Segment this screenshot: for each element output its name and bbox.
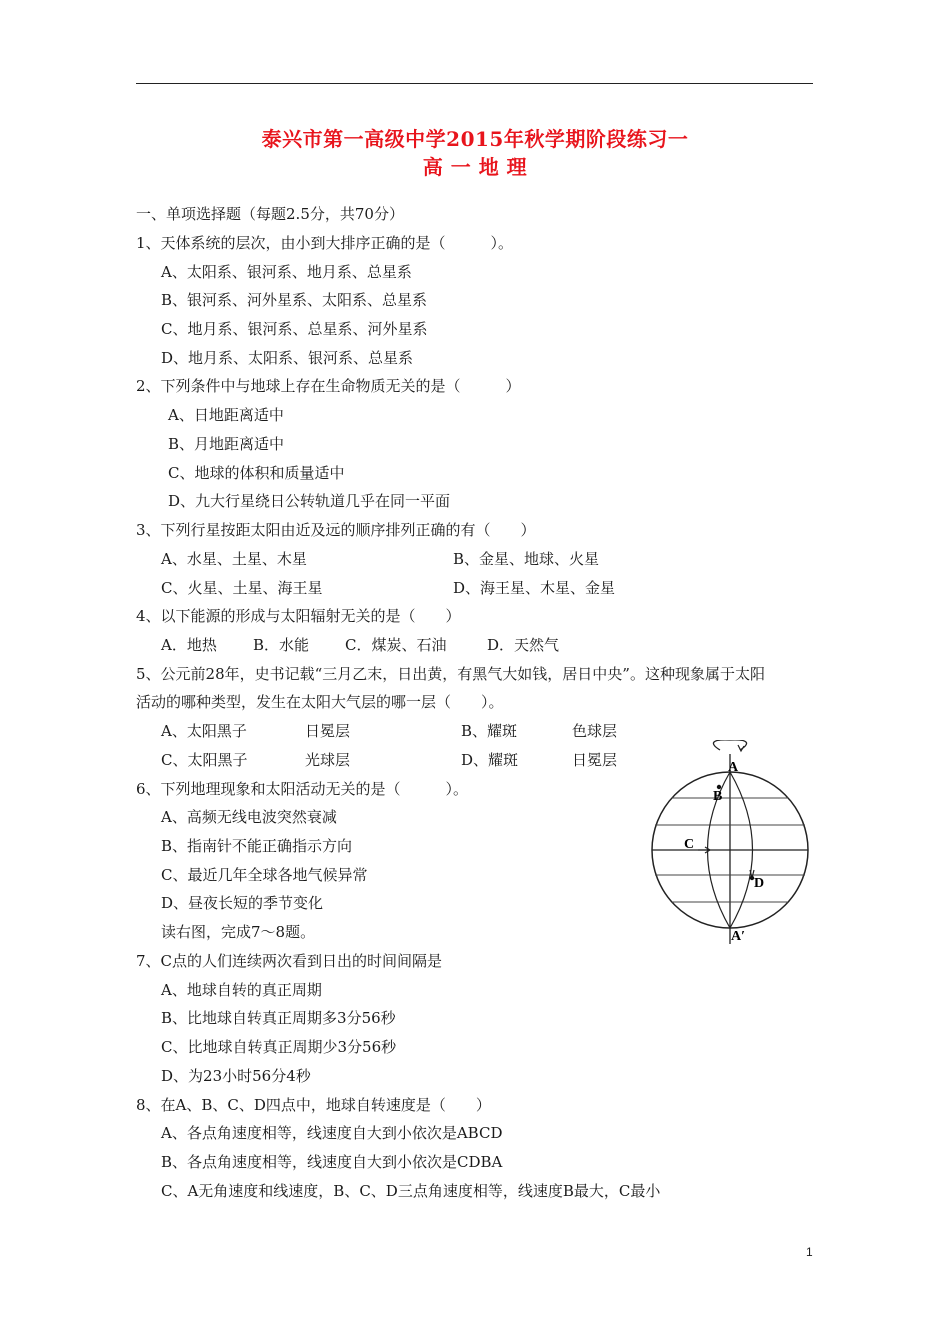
question-4-option-c: C．煤炭、石油 [345, 636, 447, 654]
question-7-option-c: C、比地球自转真正周期少3分56秒 [161, 1038, 397, 1056]
label-a: A [728, 760, 739, 775]
question-1-option-c: C、地月系、银河系、总星系、河外星系 [161, 320, 428, 338]
section-heading: 一、单项选择题（每题2.5分，共70分） [136, 205, 404, 223]
question-6-option-c: C、最近几年全球各地气候异常 [161, 866, 368, 884]
page-number: 1 [806, 1245, 813, 1259]
question-2-stem: 2、下列条件中与地球上存在生命物质无关的是（ ） [136, 377, 521, 395]
label-d: D [754, 876, 765, 891]
question-5-option-b: B、耀斑 [461, 722, 518, 740]
question-2-option-b: B、月地距离适中 [168, 435, 285, 453]
question-8-option-a: A、各点角速度相等，线速度自大到小依次是ABCD [161, 1124, 503, 1142]
question-2-option-d: D、九大行星绕日公转轨道几乎在同一平面 [168, 492, 451, 510]
question-1-option-d: D、地月系、太阳系、银河系、总星系 [161, 349, 414, 367]
rotation-arrow-icon [713, 740, 746, 750]
label-a-prime: A′ [731, 929, 746, 944]
question-5-stem-line-1: 5、公元前28年，史书记载“三月乙末，日出黄，有黑气大如钱，居日中央”。这种现象属于太阳 [136, 665, 765, 683]
question-1-option-b: B、银河系、河外星系、太阳系、总星系 [161, 291, 428, 309]
question-7-option-b: B、比地球自转真正周期多3分56秒 [161, 1009, 396, 1027]
label-b: B [713, 789, 723, 804]
question-3-option-a: A、水星、土星、木星 [161, 550, 307, 568]
question-5-option-c: C、太阳黑子 [161, 751, 248, 769]
question-5-option-a-layer: 日冕层 [305, 722, 351, 740]
header-rule [136, 83, 813, 84]
question-4-option-b: B．水能 [253, 636, 310, 654]
question-5-option-d-layer: 日冕层 [572, 751, 618, 769]
question-3-option-c: C、火星、土星、海王星 [161, 579, 323, 597]
figure-instruction: 读右图，完成7～8题。 [161, 923, 316, 941]
question-4-option-a: A．地热 [161, 636, 217, 654]
question-6-option-a: A、高频无线电波突然衰减 [161, 808, 337, 826]
document-subtitle: 高 一 地 理 [422, 155, 528, 179]
question-5-stem-line-2: 活动的哪种类型，发生在太阳大气层的哪一层（ ）。 [136, 693, 504, 711]
question-3-option-d: D、海王星、木星、金星 [453, 579, 616, 597]
question-1-stem: 1、天体系统的层次，由小到大排序正确的是（ ）。 [136, 234, 514, 252]
question-7-option-a: A、地球自转的真正周期 [161, 981, 322, 999]
question-4-stem: 4、以下能源的形成与太阳辐射无关的是（ ） [136, 607, 461, 625]
question-2-option-c: C、地球的体积和质量适中 [168, 464, 345, 482]
question-5-option-c-layer: 光球层 [305, 751, 351, 769]
question-6-option-b: B、指南针不能正确指示方向 [161, 837, 353, 855]
question-8-option-b: B、各点角速度相等，线速度自大到小依次是CDBA [161, 1153, 503, 1171]
question-2-option-a: A、日地距离适中 [168, 406, 284, 424]
question-3-option-b: B、金星、地球、火星 [453, 550, 600, 568]
question-8-stem: 8、在A、B、C、D四点中，地球自转速度是（ ） [136, 1096, 491, 1114]
document-title: 泰兴市第一高级中学2015年秋学期阶段练习一 [261, 127, 689, 151]
label-c: C [684, 837, 695, 852]
question-3-stem: 3、下列行星按距太阳由近及远的顺序排列正确的有（ ） [136, 521, 536, 539]
globe-figure [640, 740, 820, 945]
question-7-stem: 7、C点的人们连续两次看到日出的时间间隔是 [136, 952, 443, 970]
question-6-stem: 6、下列地理现象和太阳活动无关的是（ ）。 [136, 780, 469, 798]
question-8-option-c: C、A无角速度和线速度，B、C、D三点角速度相等，线速度B最大，C最小 [161, 1182, 661, 1200]
question-6-option-d: D、昼夜长短的季节变化 [161, 894, 324, 912]
question-1-option-a: A、太阳系、银河系、地月系、总星系 [161, 263, 412, 281]
question-5-option-b-layer: 色球层 [572, 722, 618, 740]
question-5-option-d: D、耀斑 [461, 751, 519, 769]
question-7-option-d: D、为23小时56分4秒 [161, 1067, 311, 1085]
question-5-option-a: A、太阳黑子 [161, 722, 247, 740]
question-4-option-d: D．天然气 [487, 636, 560, 654]
